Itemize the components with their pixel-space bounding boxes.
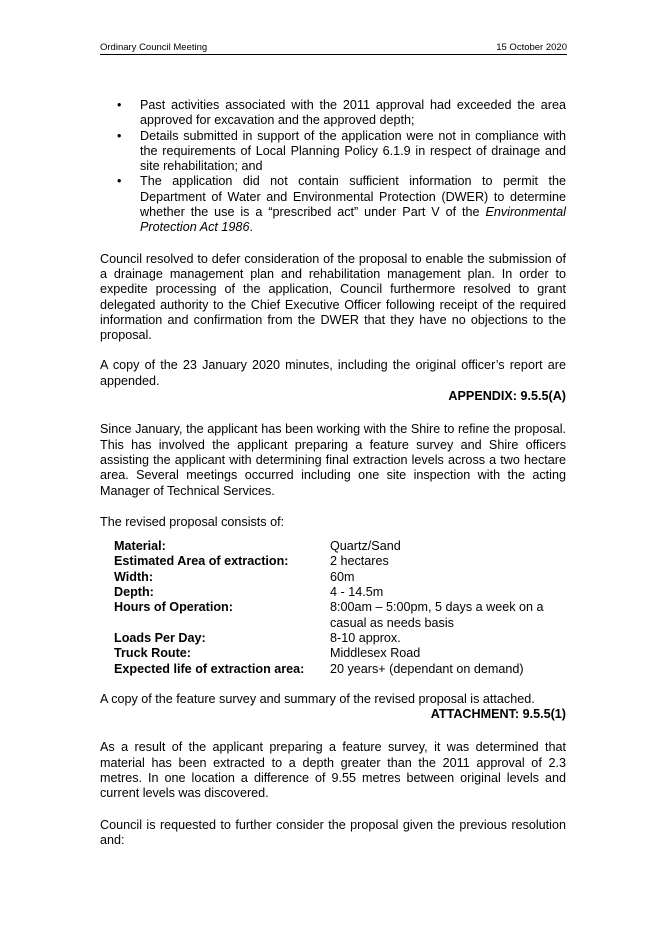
appendix-reference: APPENDIX: 9.5.5(A) [448, 389, 566, 404]
table-row [114, 554, 566, 569]
list-item [100, 174, 566, 235]
paragraph-depth-finding: As a result of the applicant preparing a feature survey, it was determined that material has been extracted to a depth greater than the 2011 approval of 2.3 metres. In one location a difference of 9.55 metres between original levels and current levels was discovered. [100, 740, 566, 801]
proposal-details-table [114, 539, 566, 677]
list-item-text: The application did not contain sufficient information to permit the Department of Water and Environmental Protection (DWER) to determine whether the use is a “prescribed act” under Part V of the [140, 174, 566, 220]
list-item-text: Details submitted in support of the application were not in compliance with the requirements of Local Planning Policy 6.1.9 in respect of drainage and site rehabilitation; and [140, 128, 566, 174]
list-item [100, 129, 566, 175]
paragraph-resolution: Council resolved to defer consideration of the proposal to enable the submission of a drainage management plan and rehabilitation management plan. In order to expedite processing of the application, Council furthermore resolved to grant delegated authority to the Chief Executive Officer following receipt of the required information and confirmation from the DWER that they have no objections to the proposal. [100, 251, 566, 343]
attachment-reference: ATTACHMENT: 9.5.5(1) [430, 707, 566, 722]
paragraph-council-request: Council is requested to further consider the proposal given the previous resolution and: [100, 817, 566, 847]
detail-value: 8:00am – 5:00pm, 5 days a week on a casual as needs basis [330, 600, 544, 630]
list-item-end: . [249, 220, 253, 235]
detail-value: 20 years+ (dependant on demand) [330, 661, 524, 676]
detail-label: Estimated Area of extraction: [114, 554, 289, 569]
detail-value: 8-10 approx. [330, 630, 401, 645]
detail-label: Loads Per Day: [114, 630, 206, 645]
detail-label: Expected life of extraction area: [114, 661, 305, 676]
paragraph-minutes: A copy of the 23 January 2020 minutes, including the original officer’s report are appended. [100, 358, 566, 388]
detail-value: Quartz/Sand [330, 539, 401, 554]
list-item [100, 98, 566, 129]
paragraph-revised-intro: The revised proposal consists of: [100, 514, 285, 529]
meeting-title: Ordinary Council Meeting [100, 42, 208, 53]
reasons-list [100, 98, 566, 236]
detail-value: 4 - 14.5m [330, 585, 384, 600]
table-row [114, 646, 566, 661]
table-row [114, 631, 566, 646]
detail-label: Depth: [114, 585, 154, 600]
list-item-text: Past activities associated with the 2011 approval had exceeded the area approved for excavation and the approved depth; [140, 98, 566, 128]
detail-label: Width: [114, 569, 154, 584]
table-row [114, 539, 566, 554]
table-row [114, 662, 566, 677]
document-body [100, 98, 566, 848]
detail-value: 60m [330, 569, 355, 584]
act-title: Environmental Protection Act 1986 [140, 205, 566, 235]
meeting-date: 15 October 2020 [496, 42, 567, 53]
bullet-icon: • [117, 128, 122, 143]
page-header [100, 42, 567, 55]
detail-label: Hours of Operation: [114, 600, 233, 615]
bullet-icon: • [117, 98, 122, 112]
detail-label: Material: [114, 539, 166, 554]
detail-value: 2 hectares [330, 554, 389, 569]
table-row [114, 570, 566, 585]
detail-value: Middlesex Road [330, 646, 421, 661]
bullet-icon: • [117, 174, 122, 189]
paragraph-since-january: Since January, the applicant has been working with the Shire to refine the proposal. This has involved the applicant preparing a feature survey and Shire officers assisting the applicant with determining final extraction levels across a two hectare area. Several meetings occurred including one site inspection with the acting Manager of Technical Services. [100, 422, 566, 498]
table-row [114, 585, 566, 600]
table-row [114, 600, 566, 631]
detail-label: Truck Route: [114, 646, 191, 661]
paragraph-feature-survey: A copy of the feature survey and summary of the revised proposal is attached. [100, 691, 535, 706]
